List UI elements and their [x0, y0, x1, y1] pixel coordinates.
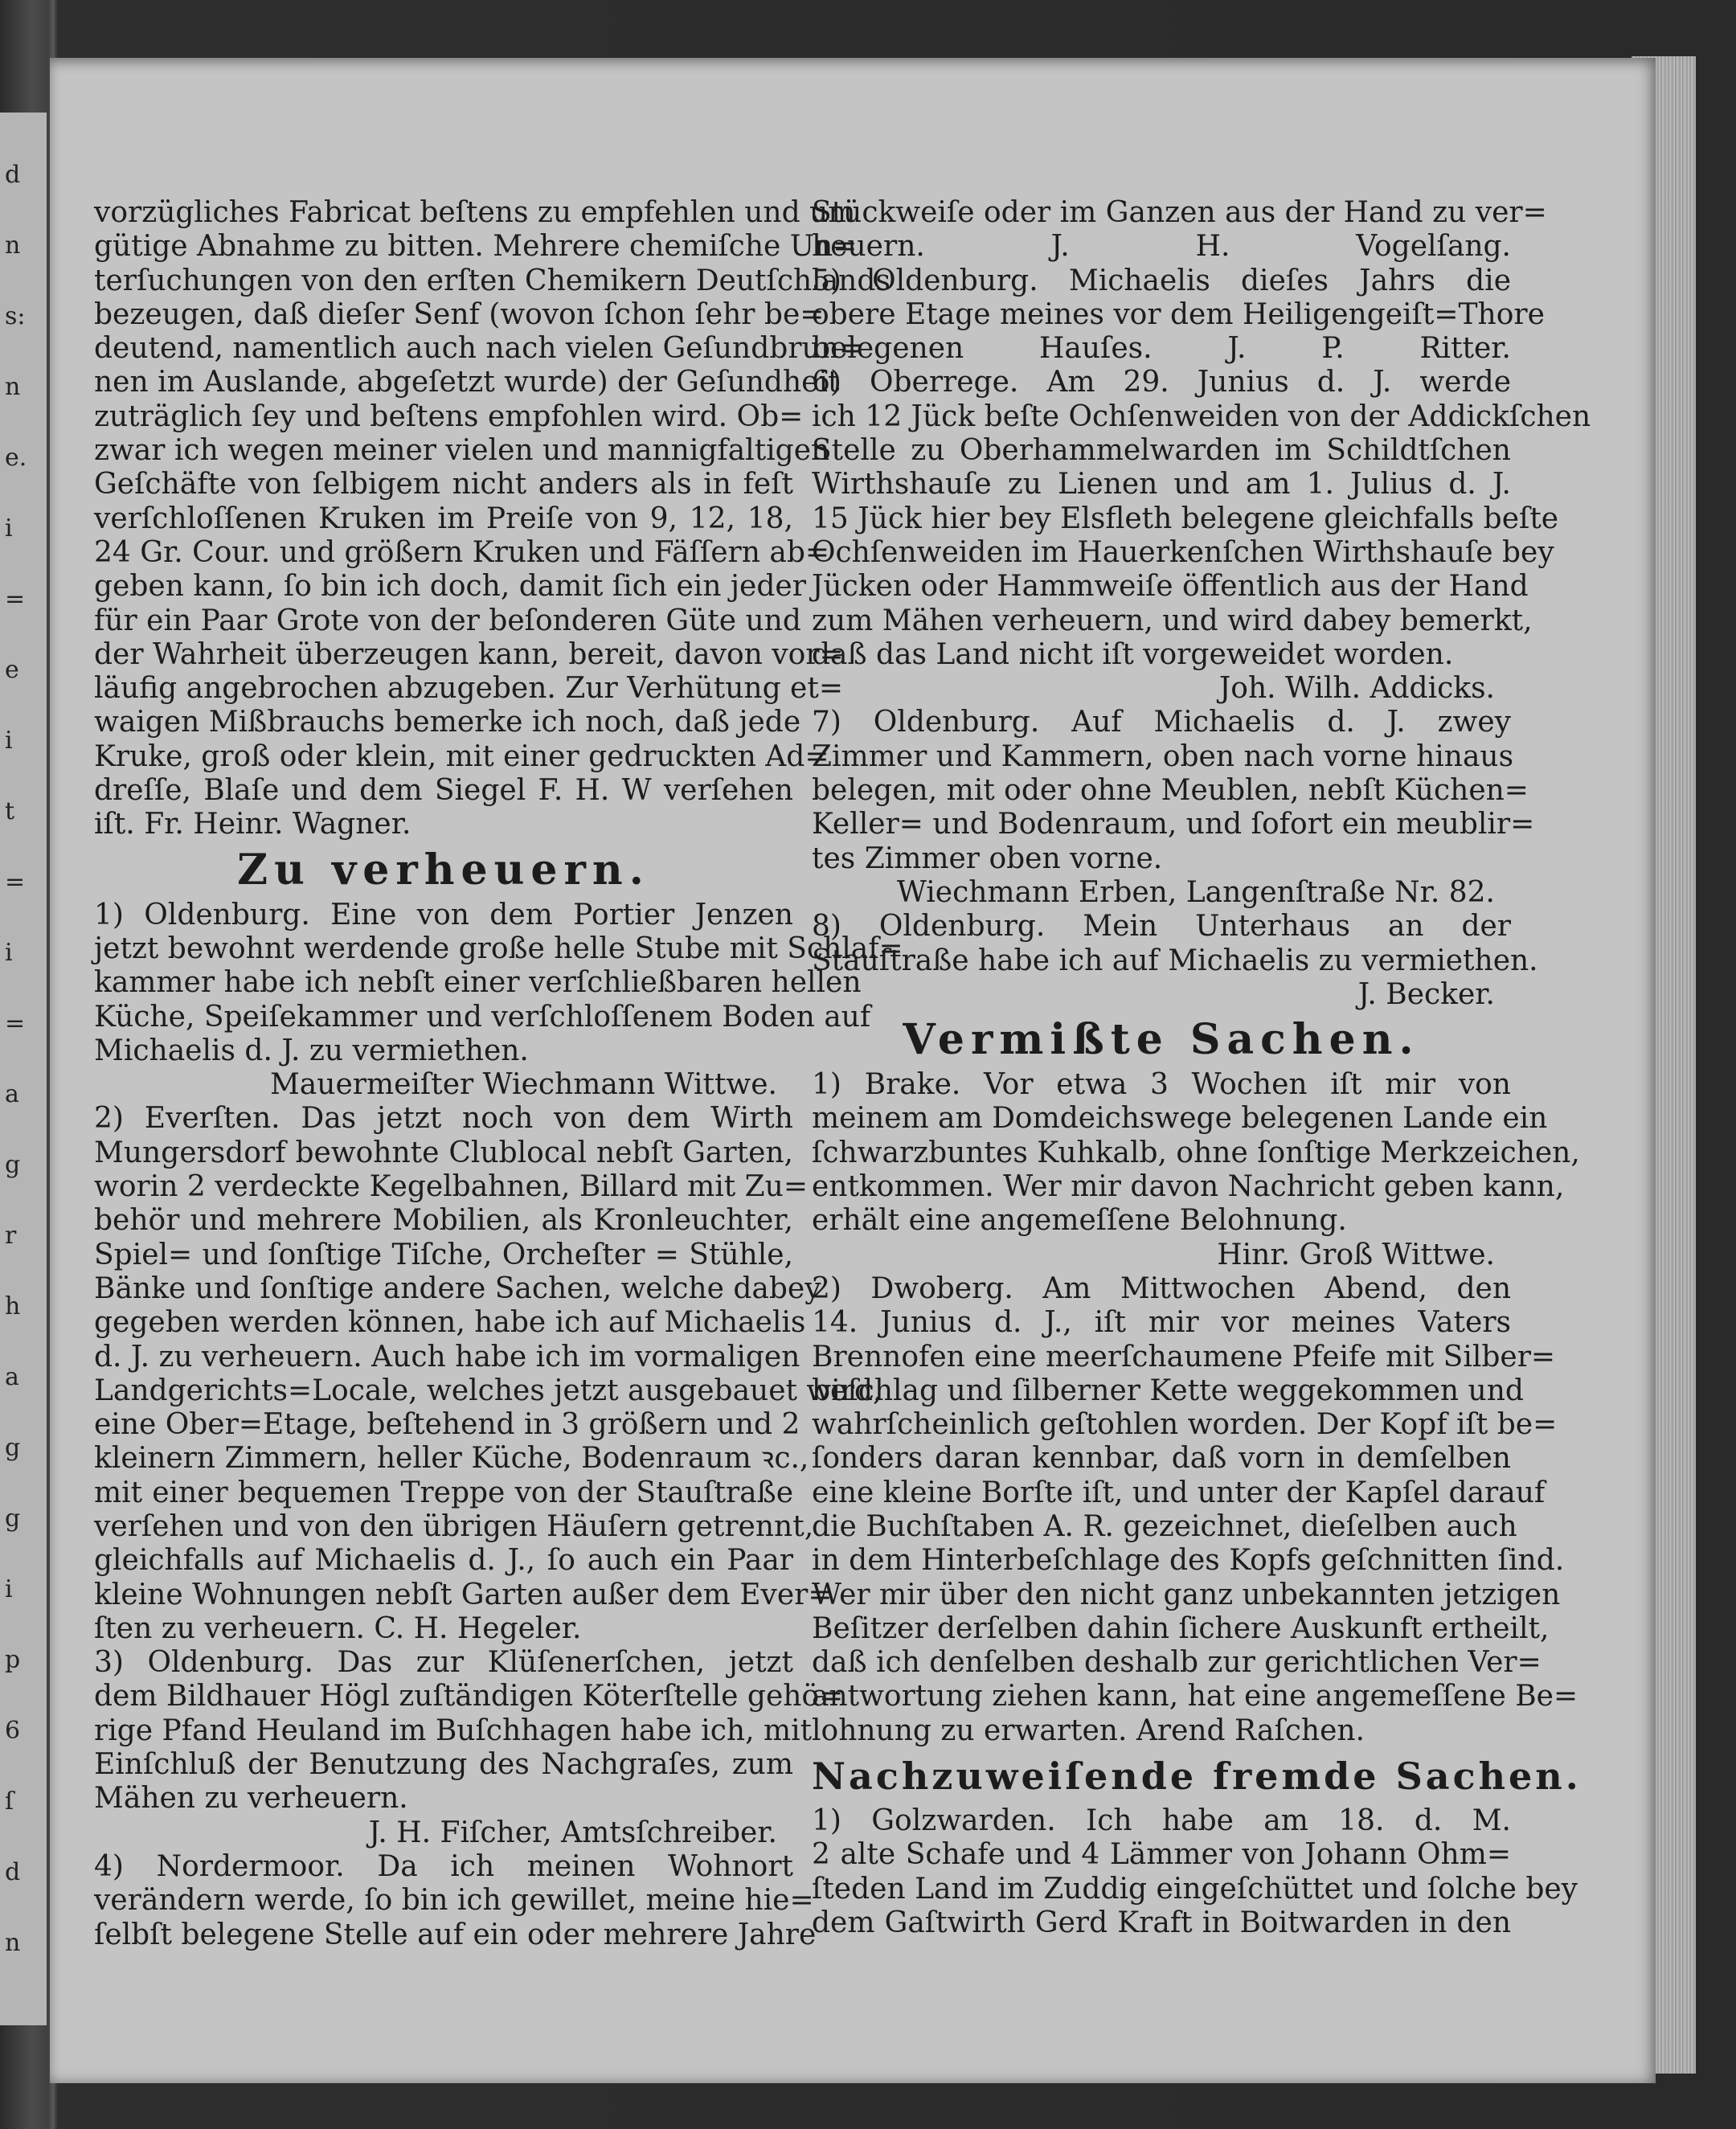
text-line: in dem Hinterbeſchlage des Kopfs geſchnitten ſind.	[812, 1544, 1565, 1578]
text-line: meinem am Domdeichswege belegenen Lande ein	[812, 1102, 1548, 1136]
margin-fragment: n	[5, 231, 21, 260]
text-line: 1) Oldenburg. Eine von dem Portier Jenzen	[94, 898, 793, 931]
signature-line: Wiechmann Erben, Langenſtraße Nr. 82.	[896, 875, 1495, 909]
margin-fragment: g	[5, 1505, 21, 1533]
text-line: der Wahrheit überzeugen kann, bereit, davon vor=	[94, 637, 844, 671]
text-line: 14. Junius d. J., iſt mir vor meines Vaters	[812, 1306, 1511, 1340]
signature-line: Hinr. Groß Wittwe.	[1217, 1238, 1495, 1271]
text-line: Spiel= und ſonſtige Tiſche, Orcheſter = Stühle,	[94, 1238, 793, 1271]
text-line: wahrſcheinlich geſtohlen worden. Der Kopf iſt be=	[812, 1408, 1558, 1442]
text-line: gleichfalls auf Michaelis d. J., ſo auch ein Paar	[94, 1544, 793, 1578]
margin-fragment: =	[5, 585, 26, 613]
text-line: ſten zu verheuern. C. H. Hegeler.	[94, 1611, 582, 1645]
margin-fragment: =	[5, 868, 26, 896]
text-line: 15 Jück hier bey Elsfleth belegene gleichfalls beſte	[812, 502, 1559, 535]
text-line: zwar ich wegen meiner vielen und mannigfaltigen	[94, 434, 830, 468]
text-line: Mähen zu verheuern.	[94, 1782, 408, 1816]
margin-fragment: ſ	[5, 1787, 14, 1816]
text-line: 2 alte Schafe und 4 Lämmer von Johann Ohm=	[812, 1838, 1511, 1872]
text-line: Ochſenweiden im Hauerkenſchen Wirthshauſe bey	[812, 535, 1554, 569]
text-line: erhält eine angemeſſene Belohnung.	[812, 1204, 1347, 1238]
text-line: waigen Mißbrauchs bemerke ich noch, daß jede	[94, 706, 801, 739]
text-line: Landgerichts=Locale, welches jetzt ausgebauet wird,	[94, 1374, 882, 1407]
margin-fragment: p	[5, 1646, 21, 1674]
text-line: behör und mehrere Mobilien, als Kronleuchter,	[94, 1204, 793, 1238]
text-line: für ein Paar Grote von der beſonderen Güte und	[94, 604, 801, 637]
text-line: Zimmer und Kammern, oben nach vorne hinaus	[812, 739, 1514, 773]
text-line: Stückweiſe oder im Ganzen aus der Hand zu ver=	[812, 196, 1547, 229]
text-line: gegeben werden können, habe ich auf Michaelis	[94, 1306, 806, 1340]
text-line: 3) Oldenburg. Das zur Klüſenerſchen, jetzt	[94, 1646, 793, 1680]
text-line: Jücken oder Hammweiſe öffentlich aus der Hand	[812, 570, 1529, 604]
text-line: bezeugen, daß dieſer Senf (wovon ſchon ſehr be=	[94, 297, 825, 331]
text-line: kammer habe ich nebſt einer verſchließbaren hellen	[94, 966, 862, 1000]
margin-fragment: g	[5, 1151, 21, 1179]
text-line: ſonders daran kennbar, daß vorn in demſelben	[812, 1442, 1511, 1476]
margin-fragment: g	[5, 1434, 21, 1462]
text-line: vorzügliches Fabricat beſtens zu empfehlen und um	[94, 196, 856, 229]
text-line: dreſſe, Blaſe und dem Siegel F. H. W verſehen	[94, 774, 793, 808]
margin-fragment: i	[5, 1575, 13, 1603]
text-line: lohnung zu erwarten. Arend Raſchen.	[812, 1713, 1365, 1747]
text-line: 5) Oldenburg. Michaelis dieſes Jahrs die	[812, 264, 1511, 297]
margin-fragment: e	[5, 656, 19, 684]
text-line: terſuchungen von den erſten Chemikern Deutſchlands	[94, 264, 891, 297]
text-line: Beſitzer derſelben dahin ſichere Auskunft ertheilt,	[812, 1611, 1550, 1645]
text-line: worin 2 verdeckte Kegelbahnen, Billard mit Zu=	[94, 1170, 809, 1204]
text-line: eine kleine Borſte iſt, und unter der Kapſel darauf	[812, 1476, 1546, 1509]
text-line: verändern werde, ſo bin ich gewillet, meine hie=	[94, 1884, 814, 1918]
text-line: heuern. J. H. Vogelſang.	[812, 230, 1511, 264]
text-line: kleine Wohnungen nebſt Garten außer dem Ever=	[94, 1578, 833, 1611]
section-heading: Zu verheuern.	[237, 845, 650, 895]
previous-page-margin	[0, 113, 47, 2025]
text-line: mit einer bequemen Treppe von der Stauſtraße	[94, 1476, 793, 1509]
margin-fragment: n	[5, 1929, 21, 1957]
text-line: 1) Brake. Vor etwa 3 Wochen iſt mir von	[812, 1068, 1511, 1102]
signature-line: Mauermeiſter Wiechmann Wittwe.	[269, 1068, 777, 1102]
text-line: daß das Land nicht iſt vorgeweidet worden.	[812, 637, 1454, 671]
text-line: 4) Nordermoor. Da ich meinen Wohnort	[94, 1849, 793, 1883]
margin-fragment: a	[5, 1363, 19, 1391]
text-line: Küche, Speiſekammer und verſchloſſenem Boden auf	[94, 1000, 871, 1034]
text-line: Keller= und Bodenraum, und ſofort ein meublir=	[812, 808, 1535, 841]
margin-fragment: d	[5, 1858, 21, 1886]
text-line: Stauſtraße habe ich auf Michaelis zu vermiethen.	[812, 944, 1538, 977]
text-line: dem Bildhauer Högl zuſtändigen Köterſtelle gehö=	[94, 1680, 844, 1713]
right-column	[812, 196, 1591, 1940]
text-line: geben kann, ſo bin ich doch, damit ſich ein jeder	[94, 570, 806, 604]
text-line: Einſchluß der Benutzung des Nachgraſes, zum	[94, 1748, 793, 1782]
text-line: iſt. Fr. Heinr. Wagner.	[94, 808, 411, 841]
text-line: läufig angebrochen abzugeben. Zur Verhütung et=	[94, 672, 843, 706]
margin-fragment: a	[5, 1080, 19, 1108]
margin-fragment: e.	[5, 444, 27, 472]
margin-fragment: i	[5, 514, 13, 542]
text-line: ſteden Land im Zuddig eingeſchüttet und ſolche bey	[812, 1872, 1578, 1906]
text-line: 2) Everſten. Das jetzt noch von dem Wirth	[94, 1102, 793, 1136]
text-line: belegenen Hauſes. J. P. Ritter.	[812, 332, 1511, 366]
text-line: belegen, mit oder ohne Meublen, nebſt Küchen=	[812, 774, 1529, 808]
text-line: zum Mähen verheuern, und wird dabey bemerkt,	[812, 604, 1533, 637]
text-line: 6) Oberrege. Am 29. Junius d. J. werde	[812, 366, 1511, 399]
text-line: jetzt bewohnt werdende große helle Stube mit Schlaf=	[94, 931, 903, 965]
text-line: 1) Golzwarden. Ich habe am 18. d. M.	[812, 1804, 1511, 1838]
signature-line: J. H. Fiſcher, Amtsſchreiber.	[368, 1816, 777, 1849]
text-line: Wirthshauſe zu Lienen und am 1. Julius d. J.	[812, 468, 1511, 502]
text-line: gütige Abnahme zu bitten. Mehrere chemiſche Un=	[94, 230, 858, 264]
text-line: d. J. zu verheuern. Auch habe ich im vormaligen	[94, 1340, 800, 1374]
text-line: eine Ober=Etage, beſtehend in 3 größern und 2	[94, 1408, 800, 1442]
text-line: antwortung ziehen kann, hat eine angemeſſene Be=	[812, 1680, 1578, 1713]
text-line: Michaelis d. J. zu vermiethen.	[94, 1034, 529, 1067]
margin-fragment: d	[5, 161, 21, 189]
text-line: beſchlag und ſilberner Kette weggekommen und	[812, 1374, 1524, 1407]
text-line: Stelle zu Oberhammelwarden im Schildtſchen	[812, 434, 1511, 468]
margin-fragment: i	[5, 727, 13, 755]
margin-fragment: =	[5, 1009, 26, 1038]
text-line: verſehen und von den übrigen Häuſern getrennt,	[94, 1509, 814, 1543]
text-line: dem Gaſtwirth Gerd Kraft in Boitwarden in den	[812, 1906, 1511, 1939]
text-line: Mungersdorf bewohnte Clublocal nebſt Garten,	[94, 1136, 793, 1169]
text-line: nen im Auslande, abgeſetzt wurde) der Geſundheit	[94, 366, 840, 399]
text-line: entkommen. Wer mir davon Nachricht geben kann,	[812, 1170, 1565, 1204]
text-line: Wer mir über den nicht ganz unbekannten jetzigen	[812, 1578, 1561, 1611]
text-line: obere Etage meines vor dem Heiligengeiſt=Thore	[812, 297, 1545, 331]
text-line: ich 12 Jück beſte Ochſenweiden von der Addickſchen	[812, 399, 1591, 433]
margin-fragment: s:	[5, 302, 26, 330]
margin-fragment: n	[5, 373, 21, 401]
left-column	[94, 196, 903, 1952]
text-line: 2) Dwoberg. Am Mittwochen Abend, den	[812, 1271, 1511, 1305]
text-line: Kruke, groß oder klein, mit einer gedruckten Ad=	[94, 739, 829, 773]
margin-fragment: h	[5, 1292, 21, 1320]
margin-fragment: r	[5, 1222, 17, 1250]
signature-line: J. Becker.	[1357, 977, 1495, 1011]
text-line: ſelbſt belegene Stelle auf ein oder mehrere Jahre	[94, 1918, 817, 1951]
section-heading: Vermißte Sachen.	[903, 1015, 1420, 1065]
text-line: daß ich denſelben deshalb zur gerichtlichen Ver=	[812, 1646, 1542, 1680]
text-line: 24 Gr. Cour. und größern Kruken und Fäſſern ab=	[94, 535, 830, 569]
text-line: kleinern Zimmern, heller Küche, Bodenraum ꝛc.,	[94, 1442, 809, 1476]
text-line: Geſchäfte von ſelbigem nicht anders als in feſt	[94, 468, 793, 502]
text-line: rige Pfand Heuland im Buſchhagen habe ich, mit	[94, 1713, 813, 1747]
margin-fragment: t	[5, 797, 15, 825]
text-line: Brennofen eine meerſchaumene Pfeife mit Silber=	[812, 1340, 1556, 1374]
section-heading: Nachzuweiſende fremde Sachen.	[812, 1754, 1582, 1799]
margin-fragment: 6	[5, 1717, 21, 1745]
document-page	[50, 58, 1656, 2083]
signature-line: Joh. Wilh. Addicks.	[1218, 672, 1495, 706]
text-line: ſchwarzbuntes Kuhkalb, ohne ſonſtige Merkzeichen,	[812, 1136, 1580, 1169]
text-line: Bänke und ſonſtige andere Sachen, welche dabey	[94, 1271, 821, 1305]
text-line: die Buchſtaben A. R. gezeichnet, dieſelben auch	[812, 1509, 1517, 1543]
text-line: tes Zimmer oben vorne.	[812, 841, 1163, 875]
text-line: 7) Oldenburg. Auf Michaelis d. J. zwey	[812, 706, 1511, 739]
text-line: verſchloſſenen Kruken im Preiſe von 9, 12, 18,	[94, 502, 793, 535]
margin-fragment: i	[5, 939, 13, 967]
text-line: zuträglich ſey und beſtens empfohlen wird. Ob=	[94, 399, 804, 433]
text-line: 8) Oldenburg. Mein Unterhaus an der	[812, 910, 1511, 944]
text-line: deutend, namentlich auch nach vielen Geſundbrun=	[94, 332, 864, 366]
